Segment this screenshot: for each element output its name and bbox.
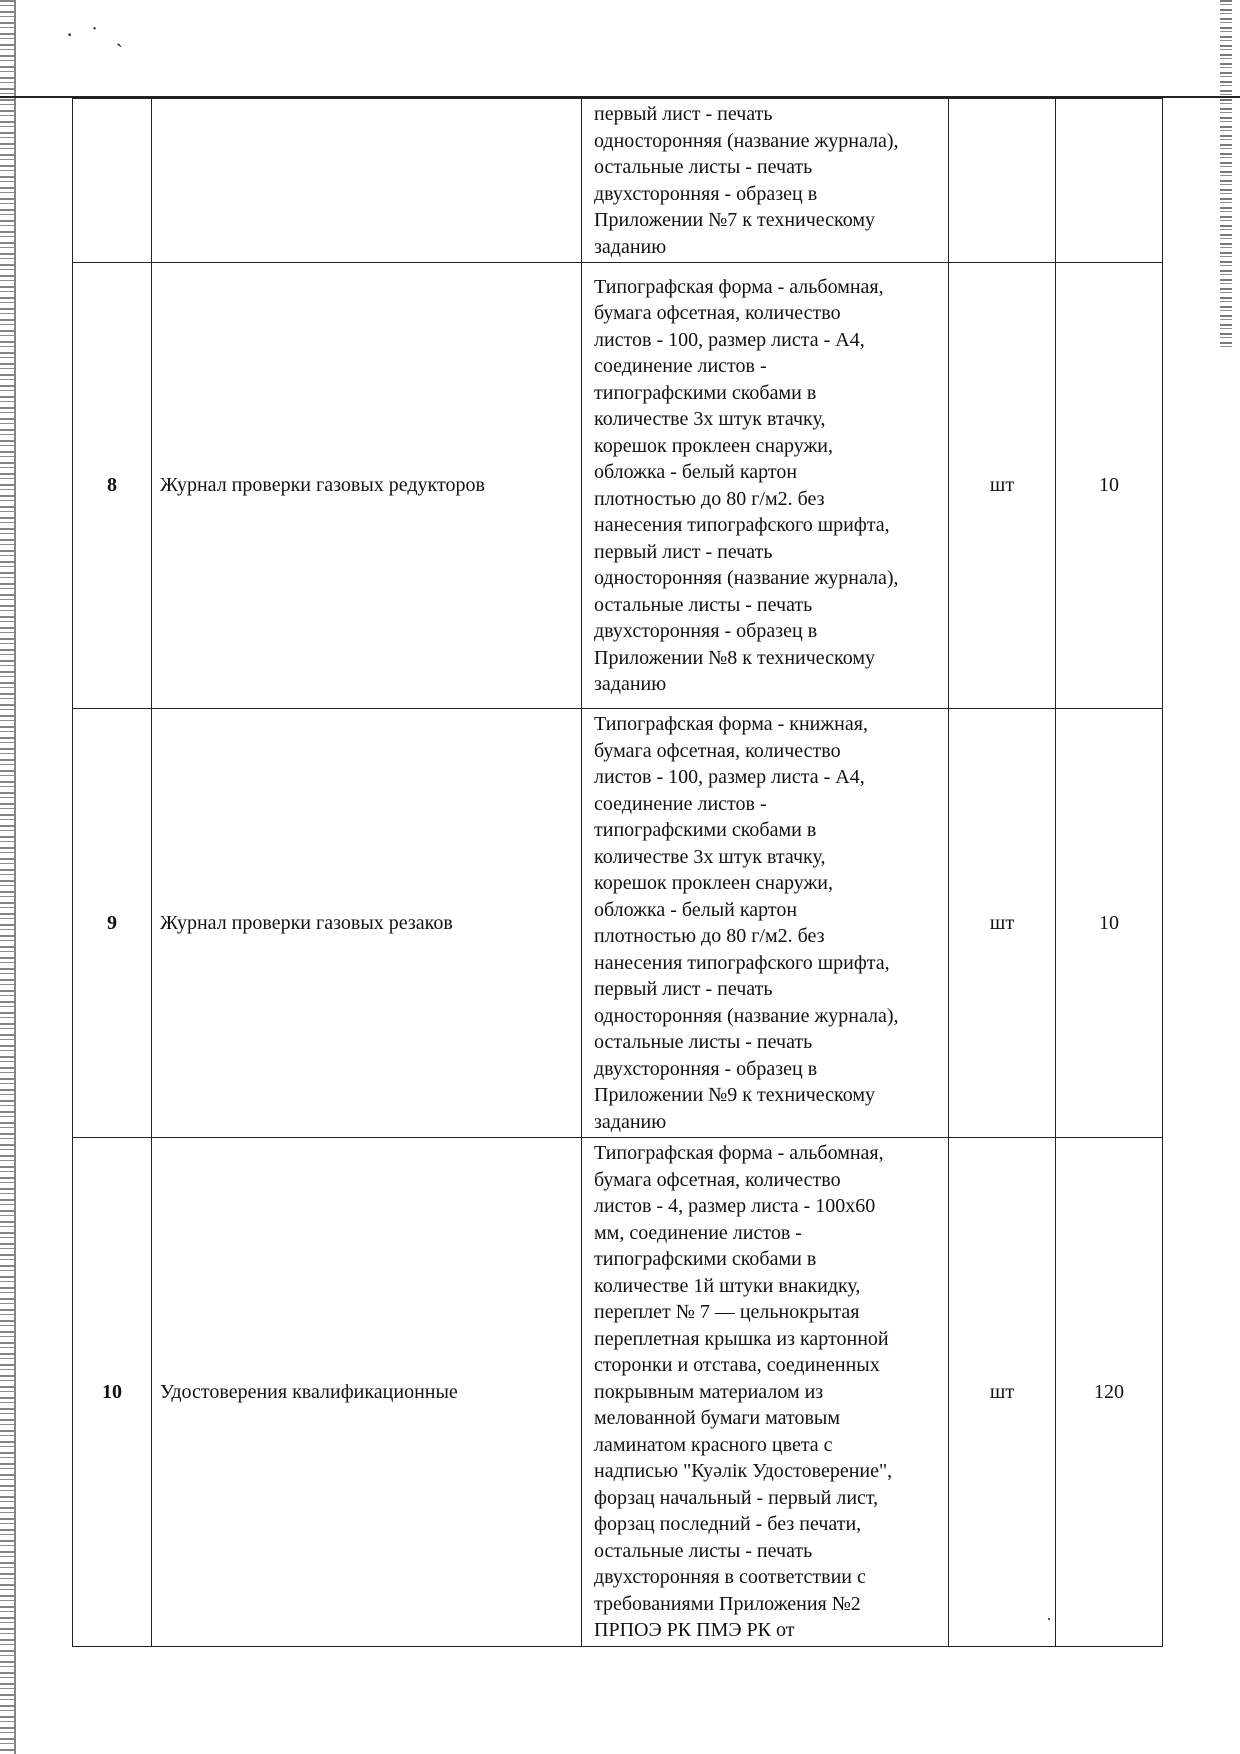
spec-line: остальные листы - печать xyxy=(594,593,813,616)
spec-line: остальные листы - печать xyxy=(594,156,813,178)
spec-line: количестве 3х штук втачку, xyxy=(594,408,826,430)
spec-line: типографскими скобами в xyxy=(594,381,817,404)
spec-line: двухсторонняя - образец в xyxy=(594,182,818,205)
item-name: Журнал проверки газовых редукторов xyxy=(152,263,582,709)
item-quantity: 120 xyxy=(1056,1138,1163,1647)
row-number: 10 xyxy=(73,1138,152,1647)
item-unit: шт xyxy=(949,1138,1056,1647)
spec-table-body xyxy=(73,99,1163,1647)
spec-line: листов - 4, размер листа - 100х60 xyxy=(594,1195,876,1218)
spec-line: мм, соединение листов - xyxy=(594,1221,802,1244)
item-spec xyxy=(582,99,949,263)
table-row xyxy=(73,709,1163,1138)
table-row xyxy=(73,99,1163,263)
spec-line: Типографская форма - альбомная, xyxy=(594,1142,884,1165)
spec-line: переплет № 7 — цельнокрытая xyxy=(594,1301,860,1324)
spec-line: односторонняя (название журнала), xyxy=(594,567,899,589)
spec-line: обложка - белый картон xyxy=(594,461,798,483)
spec-line: ламинатом красного цвета с xyxy=(594,1433,833,1456)
spec-line: форзац последний - без печати, xyxy=(594,1513,862,1536)
table-row xyxy=(73,1138,1163,1647)
item-quantity: 10 xyxy=(1056,709,1163,1138)
row-number: 8 xyxy=(73,263,152,709)
spec-line: заданию xyxy=(594,235,667,258)
spec-line: надписью "Куәлік Удостоверение", xyxy=(594,1460,893,1483)
spec-table xyxy=(72,98,1163,1647)
spec-line: двухсторонняя - образец в xyxy=(594,620,818,642)
item-spec xyxy=(582,1138,949,1647)
spec-line: Типографская форма - книжная, xyxy=(594,713,868,735)
spec-line: первый лист - печать xyxy=(594,978,773,1000)
spec-line: Приложении №9 к техническому xyxy=(594,1084,876,1106)
spec-line: плотностью до 80 г/м2. без xyxy=(594,925,825,947)
spec-line: ПРПОЭ РК ПМЭ РК от xyxy=(594,1619,795,1642)
spec-line: заданию xyxy=(594,673,667,695)
spec-line: односторонняя (название журнала), xyxy=(594,129,899,152)
spec-line: остальные листы - печать xyxy=(594,1031,813,1053)
item-unit xyxy=(949,99,1056,263)
spec-line: односторонняя (название журнала), xyxy=(594,1004,899,1027)
scan-specks: · ˙ ˏ xyxy=(66,22,129,47)
spec-line: переплетная крышка из картонной xyxy=(594,1327,889,1350)
spec-line: двухсторонняя в соответствии с xyxy=(594,1566,866,1589)
spec-line: первый лист - печать xyxy=(594,103,773,125)
item-name: Удостоверения квалификационные xyxy=(152,1138,582,1647)
spec-line: листов - 100, размер листа - А4, xyxy=(594,328,865,351)
item-quantity xyxy=(1056,99,1163,263)
spec-line: типографскими скобами в xyxy=(594,1248,817,1271)
spec-line: бумага офсетная, количество xyxy=(594,302,841,324)
spec-line: корешок проклеен снаружи, xyxy=(594,872,834,894)
spec-line: количестве 1й штуки внакидку, xyxy=(594,1274,861,1297)
item-unit: шт xyxy=(949,709,1056,1138)
spec-line: покрывным материалом из xyxy=(594,1380,824,1403)
item-spec xyxy=(582,263,949,709)
spec-line: бумага офсетная, количество xyxy=(594,739,841,762)
spec-line: обложка - белый картон xyxy=(594,898,798,921)
spec-line: корешок проклеен снаружи, xyxy=(594,434,834,457)
spec-line: нанесения типографского шрифта, xyxy=(594,514,890,536)
spec-line: бумага офсетная, количество xyxy=(594,1168,841,1191)
spec-line: требованиями Приложения №2 xyxy=(594,1592,861,1615)
item-unit: шт xyxy=(949,263,1056,709)
spec-line: нанесения типографского шрифта, xyxy=(594,951,890,974)
item-name: Журнал проверки газовых резаков xyxy=(152,709,582,1138)
spec-line: соединение листов - xyxy=(594,355,767,377)
spec-line: первый лист - печать xyxy=(594,540,773,563)
spec-line: Приложении №8 к техническому xyxy=(594,646,876,669)
spec-line: плотностью до 80 г/м2. без xyxy=(594,487,825,510)
spec-line: сторонки и отстава, соединенных xyxy=(594,1354,880,1377)
row-number: 9 xyxy=(73,709,152,1138)
scan-edge-right xyxy=(1220,0,1232,350)
table-row xyxy=(73,263,1163,709)
spec-line: Приложении №7 к техническому xyxy=(594,209,876,231)
spec-line: двухсторонняя - образец в xyxy=(594,1057,818,1080)
spec-line: количестве 3х штук втачку, xyxy=(594,845,826,868)
scan-speck xyxy=(1048,1618,1050,1620)
spec-line: заданию xyxy=(594,1110,667,1133)
item-name xyxy=(152,99,582,263)
spec-line: остальные листы - печать xyxy=(594,1539,813,1562)
row-number xyxy=(73,99,152,263)
item-quantity: 10 xyxy=(1056,263,1163,709)
spec-line: листов - 100, размер листа - А4, xyxy=(594,766,865,788)
item-spec xyxy=(582,709,949,1138)
spec-line: форзац начальный - первый лист, xyxy=(594,1486,879,1509)
spec-line: типографскими скобами в xyxy=(594,819,817,841)
scan-edge-left xyxy=(0,0,16,1754)
spec-line: мелованной бумаги матовым xyxy=(594,1407,841,1430)
spec-line: соединение листов - xyxy=(594,792,767,815)
spec-line: Типографская форма - альбомная, xyxy=(594,275,884,298)
